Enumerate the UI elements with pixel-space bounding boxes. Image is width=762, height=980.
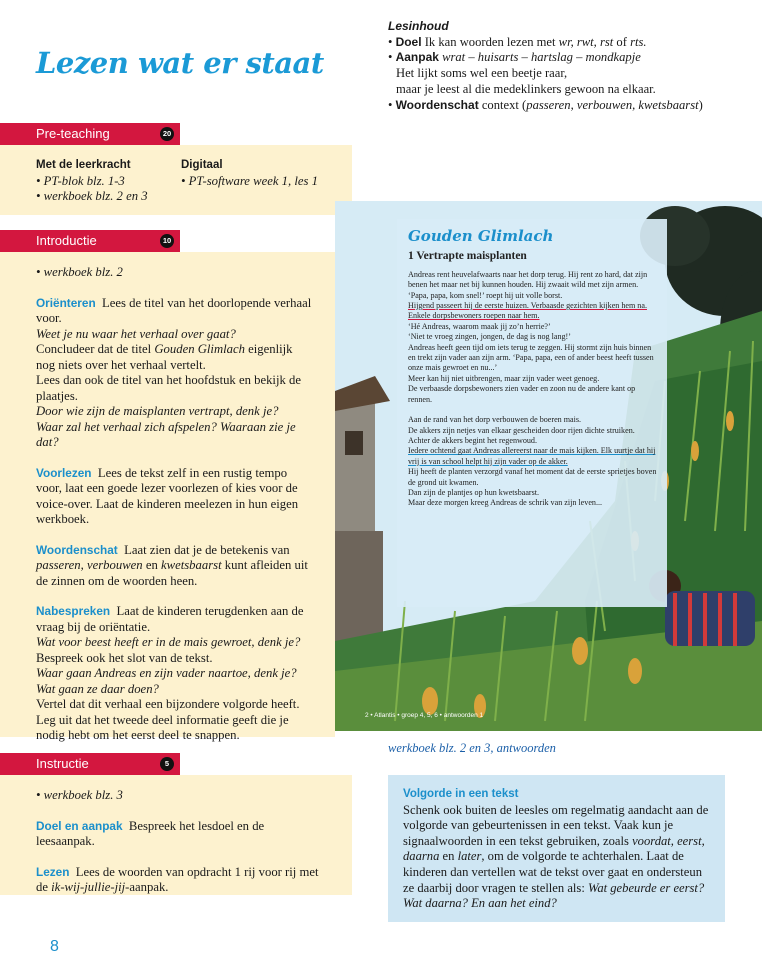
lesinhoud-woordenschat: • Woordenschat context (passeren, verbouwen, kwetsbaarst) <box>388 97 703 112</box>
lezen-para <box>36 865 326 896</box>
doel-italic2: rts. <box>630 34 647 49</box>
orienteren-t2i: Gouden Glimlach <box>154 342 245 356</box>
woordenschat-label: Woordenschat <box>395 97 479 112</box>
introductie-band <box>0 230 180 252</box>
introductie-body <box>36 265 312 744</box>
lezen-b: -aanpak. <box>125 880 169 894</box>
clock-icon: 5 <box>160 757 174 771</box>
nabespreken-t2: Bespreek ook het slot van de tekst. <box>36 650 213 665</box>
story-para: Dan zijn de plantjes op hun kwetsbaarst. <box>408 487 540 497</box>
doel-text: Ik kan woorden lezen met <box>424 34 559 49</box>
voorlezen-label: Voorlezen <box>36 465 92 480</box>
doel-aanpak-text: Bespreek het lesdoel en de leesaanpak. <box>36 818 265 848</box>
volgorde-heading: Volgorde in een tekst <box>403 788 519 800</box>
woordenschat-a: Laat zien dat je de betekenis van <box>124 542 290 557</box>
doel-mid: of <box>613 34 631 49</box>
doel-para <box>36 819 326 850</box>
workbook-caption: werkboek blz. 2 en 3, antwoorden <box>388 741 556 755</box>
workbook-text <box>408 227 658 509</box>
volgorde-t2: en <box>439 849 458 864</box>
voorlezen-para <box>36 466 312 528</box>
nabespreken-para <box>36 604 312 635</box>
preteaching-item: • PT-blok blz. 1-3 <box>36 173 125 188</box>
woordenschat-label: Woordenschat <box>36 542 118 557</box>
clock-icon: 20 <box>160 127 174 141</box>
volgorde-i3: Wat gebeurde er eerst? Wat daarna? En aan het eind? <box>403 880 705 911</box>
doel-label: Doel <box>395 34 422 49</box>
preteaching-col2 <box>181 158 341 189</box>
orienteren-text: Lees de titel van het doorlopende verhaal voor. <box>36 295 312 325</box>
orienteren-q3: Waar zal het verhaal zich afspelen? Waaraan zie je dat? <box>36 419 296 449</box>
orienteren-t2a: Concludeer dat de titel <box>36 342 155 356</box>
clock-icon: 10 <box>160 234 174 248</box>
story-para: Andreas rent heuvelafwaarts naar het dorp terug. Hij rent zo hard, dat zijn benen het maar net bij kunnen houden. Hij zwaait wild met zijn armen. ‘Papa, papa, kom snel!’ roept hij uit volle borst. <box>408 269 648 300</box>
orienteren-label: Oriënteren <box>36 295 96 310</box>
preteaching-col1 <box>36 158 176 205</box>
nabespreken-q1: Wat voor beest heeft er in de mais gewroet, denk je? <box>36 635 301 649</box>
story-para: ‘Niet te vroeg zingen, jongen, de dag is nog lang!’ <box>408 332 571 342</box>
preteaching-item: • werkboek blz. 2 en 3 <box>36 189 148 203</box>
woordenschat-i2: kwetsbaarst <box>160 558 222 572</box>
story-para: De akkers zijn netjes van elkaar gescheiden door rijen dichte struiken. Achter de akkers begint het regenwoud. <box>408 425 635 445</box>
lezen-a: Lees de woorden van opdracht 1 rij voor rij met de <box>36 864 319 894</box>
page-title: Lezen wat er staat <box>36 46 324 80</box>
woordenschat-para <box>36 543 312 590</box>
workbook-page-image <box>335 201 762 731</box>
doel-italic: wr, rwt, rst <box>558 34 614 49</box>
nabespreken-t3: Vertel dat dit verhaal een bijzondere volgorde heeft. Leg uit dat het tweede deel informatie geeft die je nodig hebt om het eerst deel te snappen. <box>36 697 300 742</box>
aanpak-line3: maar je leest al die medeklinkers gewoon na elkaar. <box>396 81 656 96</box>
orienteren-t2 <box>36 342 312 373</box>
orienteren-q1: Weet je nu waar het verhaal over gaat? <box>36 326 236 341</box>
aanpak-label: Aanpak <box>395 50 439 65</box>
story-para: Meer kan hij niet uitbrengen, maar zijn vader weet genoeg. <box>408 373 600 383</box>
chapter-title: 1 Vertrapte maisplanten <box>408 250 527 263</box>
instructie-band <box>0 753 180 775</box>
lesinhoud-aanpak: • Aanpak wrat – huisarts – hartslag – mondkapje <box>388 50 641 65</box>
lesinhoud-doel: • Doel Ik kan woorden lezen met wr, rwt, rst of rts. <box>388 34 647 49</box>
instructie-item: • werkboek blz. 3 <box>36 788 123 802</box>
introductie-item: • werkboek blz. 2 <box>36 265 123 279</box>
volgorde-i2: later <box>457 849 482 864</box>
woordenschat-b: en <box>142 558 161 572</box>
orienteren-t2b: eigenlijk nog niets over het verhaal vertelt. <box>36 342 293 372</box>
instructie-label: Instructie <box>36 756 89 771</box>
story-para: Maar deze morgen kreeg Andreas de schrik van zijn leven... <box>408 498 603 508</box>
volgorde-box <box>388 775 725 922</box>
preteaching-label: Pre-teaching <box>36 126 110 141</box>
instructie-body <box>36 788 326 896</box>
story-para: Aan de rand van het dorp verbouwen de boeren mais. <box>408 415 582 425</box>
volgorde-t1: Schenk ook buiten de leesles om regelmatig aandacht aan de volgorde van gebeurtenissen in een tekst. Vaak kun je signaalwoorden in een tekst gebruiken, zoals <box>403 802 709 848</box>
story-para: Iedere ochtend gaat Andreas allereerst naar de mais kijken. Elk uurtje dat hij vrij is van school helpt hij zijn vader op de akker. <box>408 446 656 466</box>
nabespreken-q2: Waar gaan Andreas en zijn vader naartoe, denk je? Wat gaan ze daar doen? <box>36 666 297 696</box>
lezen-i: ik-wij-jullie-jij <box>51 880 126 894</box>
volgorde-t3: , om de volgorde te achterhalen. Laat de kinderen dan vertellen wat de tekst over gaat en ondersteun ze daarbij door vragen te stellen als: <box>403 849 702 895</box>
orienteren-t3: Lees dan ook de titel van het hoofdstuk en bekijk de plaatjes. <box>36 373 301 403</box>
nabespreken-text: Laat de kinderen terugdenken aan de vraag bij de oriëntatie. <box>36 604 304 634</box>
aanpak-line2: Het lijkt soms wel een beetje raar, <box>396 66 568 81</box>
preteaching-col1-head: Met de leerkracht <box>36 159 131 171</box>
lezen-label: Lezen <box>36 864 70 879</box>
story-para: Hijgend passeert hij de eerste huizen. Verbaasde gezichten kijken hem na. Enkele dorpsbewoners roepen naar hem. <box>408 301 647 321</box>
voorlezen-text: Lees de tekst zelf in een rustig tempo voor, laat een goede lezer voorlezen of kies voor de voice-over. Laat de kinderen meelezen in hun eigen werkboek. <box>36 465 299 526</box>
aanpak-words: wrat – huisarts – hartslag – mondkapje <box>442 50 641 65</box>
volgorde-i1: voordat, eerst, daarna <box>403 833 705 864</box>
introductie-label: Introductie <box>36 233 97 248</box>
story-para: De verbaasde dorpsbewoners zien vader en zoon nu de andere kant op rennen. <box>408 384 636 404</box>
story-para: Hij heeft de planten verzorgd vanaf het moment dat de eerste sprietjes boven de grond uit kwamen. <box>408 467 657 487</box>
lesinhoud-block <box>388 19 758 113</box>
workbook-footer: 2 • Atlantis • groep 4, 5, 6 • antwoorden 1 <box>365 712 484 719</box>
story-para: ‘Hé Andreas, waarom maak jij zo’n herrie?’ <box>408 321 551 331</box>
woordenschat-close: ) <box>698 97 703 112</box>
woordenschat-i: passeren, verbouwen <box>36 558 143 572</box>
preteaching-item: • PT-software week 1, les 1 <box>181 173 318 188</box>
volgorde-text <box>403 803 710 912</box>
story-para: Andreas heeft geen tijd om iets terug te zeggen. Hij stormt zijn huis binnen en trekt zijn vader aan zijn arm. ‘Papa, papa, een of ander beest heeft tussen onze mais gewroet en nu...’ <box>408 342 654 373</box>
woordenschat-italic: passeren, verbouwen, kwetsbaarst <box>526 97 699 112</box>
preteaching-band <box>0 123 180 145</box>
nabespreken-label: Nabespreken <box>36 604 111 618</box>
orienteren-q2: Door wie zijn de maisplanten vertrapt, denk je? <box>36 404 279 418</box>
woordenschat-text: context ( <box>481 97 527 112</box>
page-number: 8 <box>50 938 59 955</box>
story-title: Gouden Glimlach <box>408 227 554 245</box>
orienteren-para <box>36 296 312 327</box>
woordenschat-c: kunt afleiden uit de zinnen om de woorden heen. <box>36 558 308 588</box>
preteaching-col2-head: Digitaal <box>181 159 223 171</box>
doel-aanpak-label: Doel en aanpak <box>36 818 123 833</box>
lesinhoud-heading: Lesinhoud <box>388 19 449 33</box>
